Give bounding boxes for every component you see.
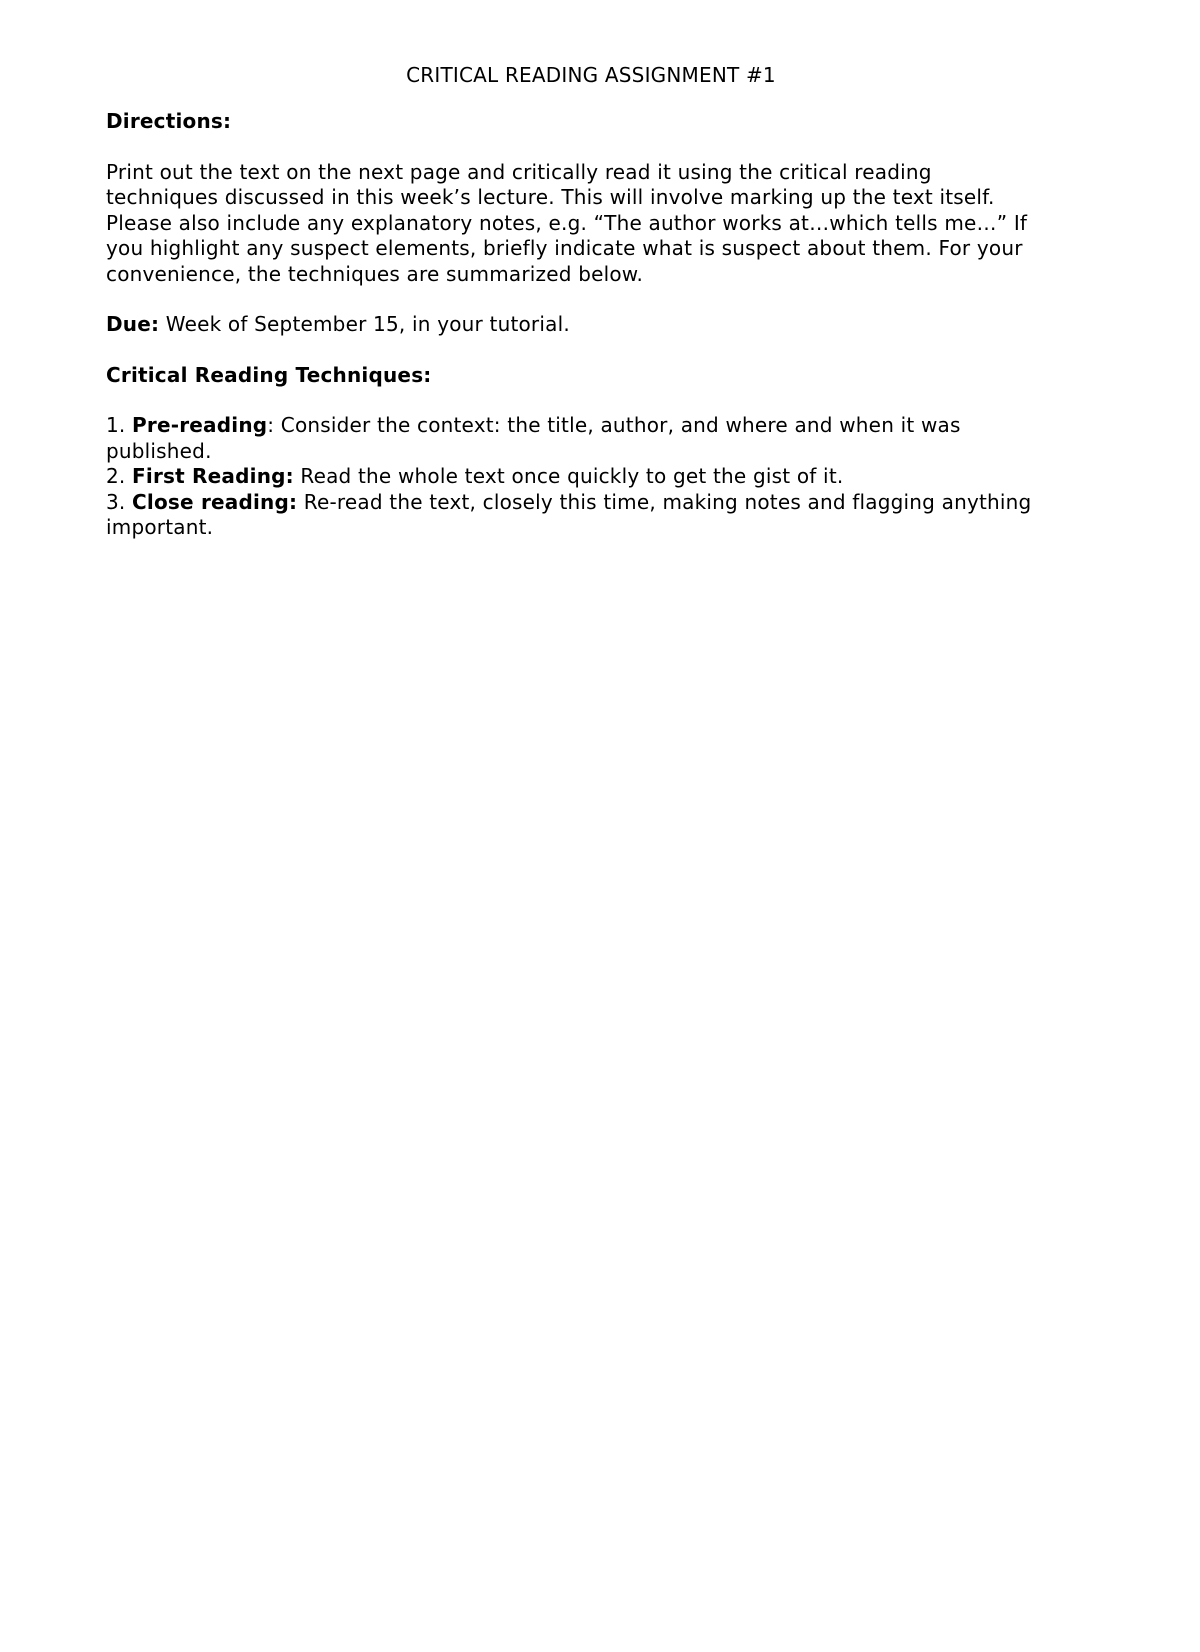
techniques-heading: Critical Reading Techniques:	[106, 362, 432, 387]
document-body	[106, 62, 1036, 541]
document-title: CRITICAL READING ASSIGNMENT #1	[406, 63, 776, 87]
techniques-list	[106, 413, 1036, 541]
technique-item-close-reading	[106, 490, 1036, 541]
directions-heading: Directions:	[106, 109, 232, 133]
technique-text: : Consider the context: the title, author, and where and when it was published.	[106, 413, 961, 463]
due-label: Due:	[106, 312, 160, 336]
technique-label: Close reading:	[132, 489, 298, 514]
technique-number: 3.	[106, 489, 133, 514]
technique-item-pre-reading	[106, 413, 1036, 464]
technique-number: 2.	[106, 464, 133, 488]
technique-item-first-reading	[106, 464, 1036, 490]
directions-paragraph: Print out the text on the next page and critically read it using the critical reading techniques discussed in this week’s lecture. This will involve marking up the text itself. Please also include any explanatory notes, e.g. “The author works at…which tells me…” If you highlight any suspect elements, briefly indicate what is suspect about them. For your convenience, the techniques are summarized below.	[106, 159, 1028, 286]
technique-label: First Reading:	[132, 464, 294, 488]
due-text: Week of September 15, in your tutorial.	[159, 312, 570, 336]
technique-text: Re-read the text, closely this time, making notes and flagging anything important.	[106, 489, 1032, 539]
technique-label: Pre-reading	[132, 413, 268, 437]
technique-number: 1.	[106, 413, 133, 437]
due-line	[106, 312, 1036, 338]
technique-text: Read the whole text once quickly to get the gist of it.	[293, 464, 844, 488]
